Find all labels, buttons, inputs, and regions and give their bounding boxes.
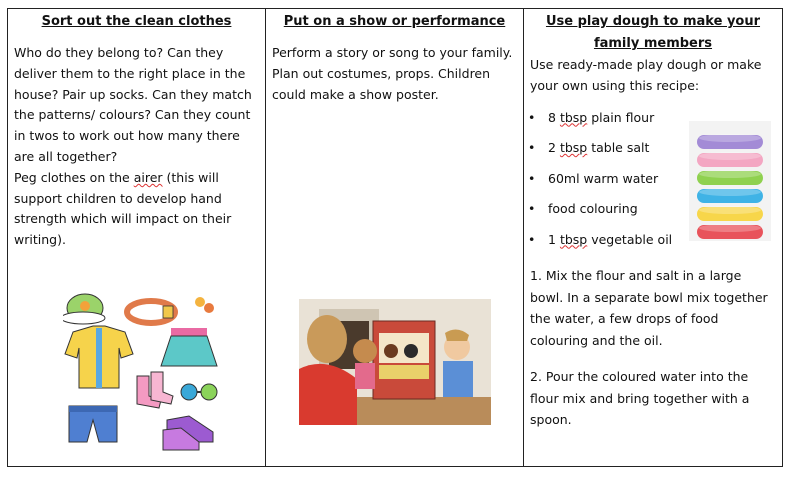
heading-show: Put on a show or performance bbox=[283, 14, 506, 29]
column-show bbox=[266, 9, 524, 466]
spellcheck-word: tbsp bbox=[559, 109, 588, 125]
dough-disc-highlight bbox=[699, 188, 761, 196]
hairclip-icon bbox=[195, 297, 214, 313]
heading-play-dough: Use play dough to make your family members bbox=[545, 14, 761, 51]
play-dough-stack-image bbox=[689, 121, 771, 241]
list-item: • food colouring bbox=[528, 194, 782, 225]
list-item: • 2 tbsp table salt bbox=[528, 133, 782, 164]
column-clothes bbox=[8, 9, 266, 466]
play-dough-intro: Use ready-made play dough or make your own using this recipe: bbox=[530, 57, 762, 93]
column-play-dough bbox=[524, 9, 782, 466]
clothes-text: (this will support children to develop hand strength which will impact on their writing). bbox=[14, 169, 232, 248]
girl-figure bbox=[353, 339, 377, 389]
clothes-paragraph-1: Who do they belong to? Can they deliver them to the right place in the house? Pair up socks. Can they match the patterns/ colours? Can they count in twos to work out how many there are all together? bbox=[14, 45, 252, 164]
list-item: • 1 tbsp vegetable oil bbox=[528, 225, 782, 256]
heading-clothes: Sort out the clean clothes bbox=[41, 14, 232, 29]
list-item: • 8 tbsp plain flour bbox=[528, 103, 782, 134]
clothes-text: Peg clothes on the bbox=[14, 169, 134, 185]
step-2: 2. Pour the coloured water into the flour mix and bring together with a spoon. bbox=[530, 369, 750, 428]
dough-disc-highlight bbox=[699, 224, 761, 232]
puppet-show-photo bbox=[299, 299, 491, 425]
spellcheck-word: tbsp bbox=[559, 140, 588, 156]
socks-icon bbox=[137, 372, 173, 408]
dough-disc-highlight bbox=[699, 170, 761, 178]
shirt-icon bbox=[65, 326, 133, 388]
cap-icon bbox=[63, 294, 105, 324]
dough-disc-highlight bbox=[699, 152, 761, 160]
shoes-icon bbox=[163, 416, 213, 450]
puppet-theatre-icon bbox=[373, 321, 435, 399]
skirt-icon bbox=[161, 328, 217, 366]
clothes-clipart bbox=[63, 292, 223, 452]
activity-table bbox=[7, 8, 783, 467]
step-1: 1. Mix the flour and salt in a large bowl. In a separate bowl mix together the water, a few drops of food colouring and the oil. bbox=[530, 268, 768, 348]
dough-disc-highlight bbox=[699, 134, 761, 142]
jeans-icon bbox=[69, 406, 117, 442]
show-paragraph: Perform a story or song to your family. Plan out costumes, props. Children could make a show poster. bbox=[272, 45, 513, 102]
spellcheck-word: tbsp bbox=[559, 231, 588, 247]
sunglasses-icon bbox=[181, 384, 217, 400]
clothes-paragraph-2 bbox=[8, 168, 265, 251]
belt-icon bbox=[127, 301, 175, 323]
dough-disc-highlight bbox=[699, 206, 761, 214]
list-item: • 60ml warm water bbox=[528, 164, 782, 195]
spellcheck-word: airer bbox=[133, 169, 163, 185]
